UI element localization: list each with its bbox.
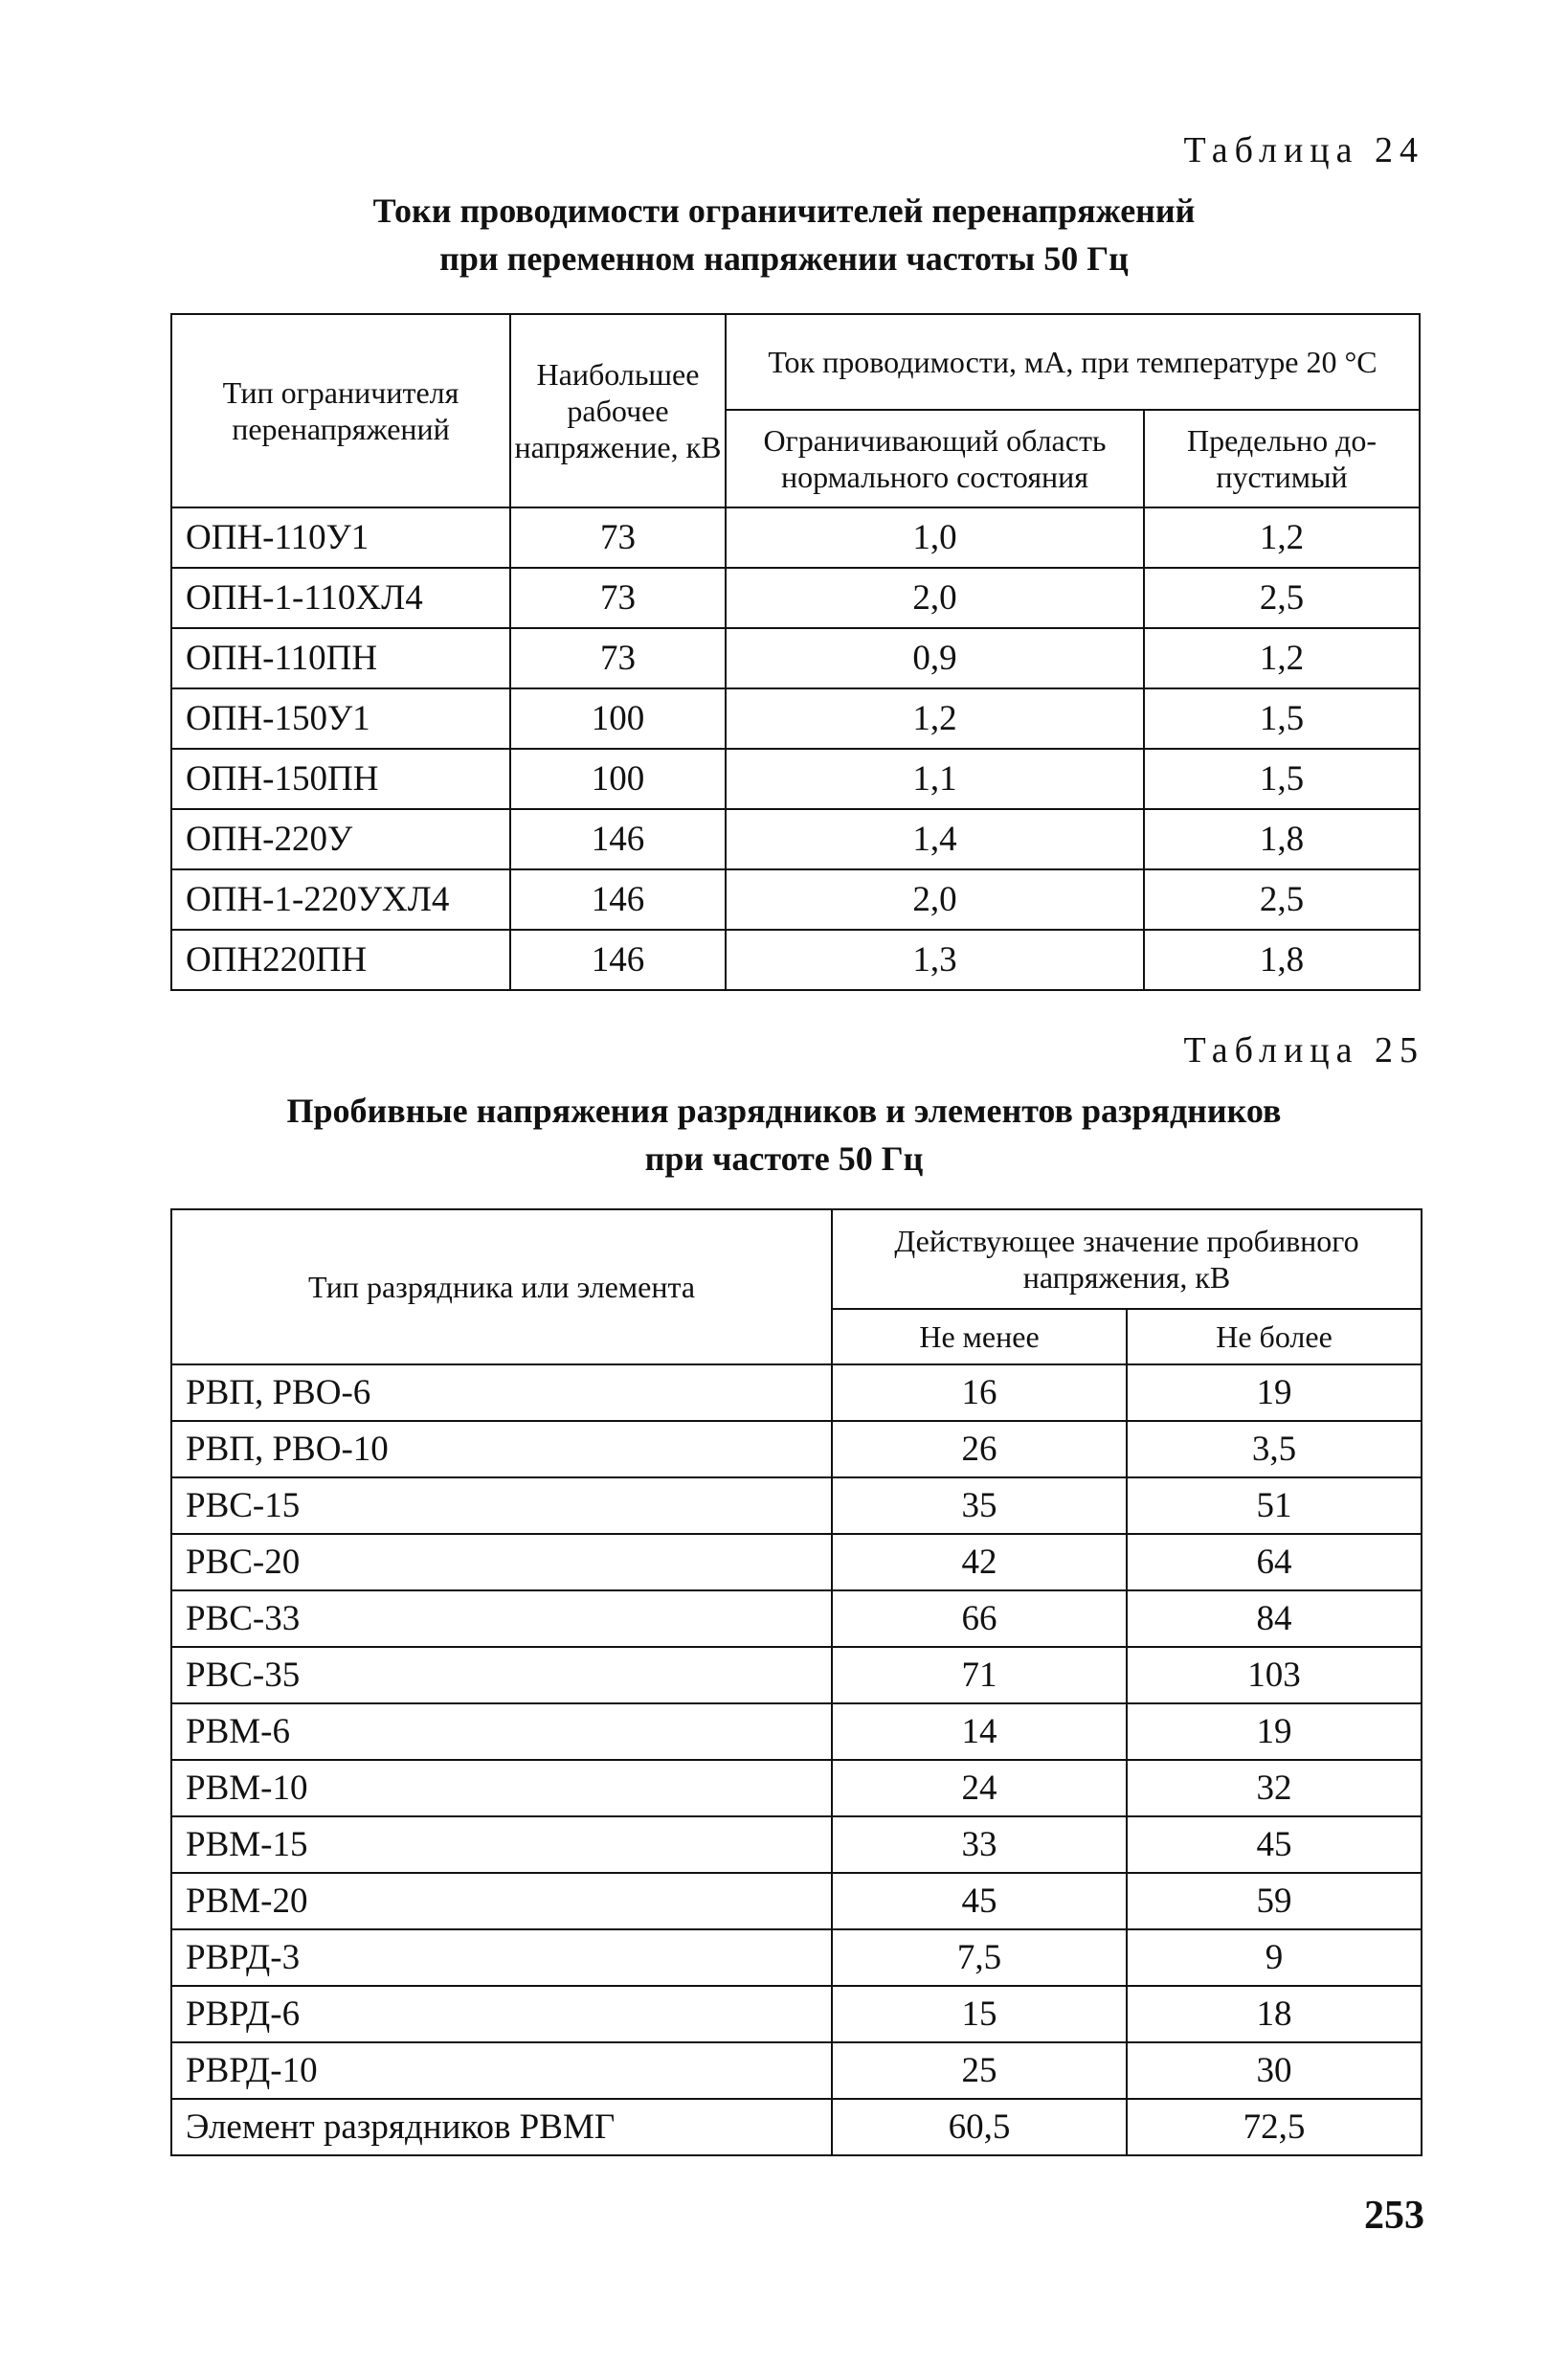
row-type-cell: ОПН-110У1 bbox=[171, 507, 510, 568]
row-type-cell: РВМ-10 bbox=[171, 1760, 832, 1816]
row-type-cell: РВМ-6 bbox=[171, 1703, 832, 1760]
table-24 bbox=[170, 313, 1421, 991]
row-value-cell: 60,5 bbox=[832, 2099, 1127, 2155]
row-value-cell: 84 bbox=[1127, 1590, 1422, 1647]
row-value-cell: 1,2 bbox=[1144, 507, 1420, 568]
header-breakdown-voltage: Действующее значение пробивного напряжения, кВ bbox=[832, 1209, 1422, 1309]
header-limiter-type: Тип ограничителя перенапряжений bbox=[171, 314, 510, 507]
header-normal-state: Ограничивающий область нормального состояния bbox=[726, 410, 1144, 507]
table-row bbox=[171, 1421, 1422, 1477]
row-value-cell: 33 bbox=[832, 1816, 1127, 1873]
row-type-cell: РВС-20 bbox=[171, 1534, 832, 1590]
header-max-allowed: Предельно до-пустимый bbox=[1144, 410, 1420, 507]
row-value-cell: 26 bbox=[832, 1421, 1127, 1477]
row-value-cell: 64 bbox=[1127, 1534, 1422, 1590]
table-24-title-line-1: Токи проводимости ограничителей перенапряжений bbox=[372, 192, 1196, 230]
table-row bbox=[171, 930, 1420, 990]
row-type-cell: РВРД-10 bbox=[171, 2042, 832, 2099]
row-value-cell: 15 bbox=[832, 1986, 1127, 2042]
table-row bbox=[171, 869, 1420, 930]
header-conduction-current: Ток проводимости, мА, при температуре 20 °С bbox=[726, 314, 1420, 410]
row-value-cell: 59 bbox=[1127, 1873, 1422, 1929]
row-value-cell: 35 bbox=[832, 1477, 1127, 1534]
row-type-cell: РВРД-3 bbox=[171, 1929, 832, 1986]
row-value-cell: 7,5 bbox=[832, 1929, 1127, 1986]
row-value-cell: 1,5 bbox=[1144, 688, 1420, 749]
table-row bbox=[171, 809, 1420, 869]
row-value-cell: 19 bbox=[1127, 1703, 1422, 1760]
header-arrester-type: Тип разрядника или элемента bbox=[171, 1209, 832, 1364]
row-value-cell: 66 bbox=[832, 1590, 1127, 1647]
row-value-cell: 146 bbox=[510, 930, 726, 990]
row-value-cell: 9 bbox=[1127, 1929, 1422, 1986]
table-row bbox=[171, 688, 1420, 749]
row-value-cell: 25 bbox=[832, 2042, 1127, 2099]
row-value-cell: 45 bbox=[832, 1873, 1127, 1929]
row-value-cell: 1,8 bbox=[1144, 930, 1420, 990]
row-value-cell: 14 bbox=[832, 1703, 1127, 1760]
row-type-cell: ОПН-150У1 bbox=[171, 688, 510, 749]
header-not-less: Не менее bbox=[832, 1309, 1127, 1364]
table-row bbox=[171, 1590, 1422, 1647]
row-value-cell: 72,5 bbox=[1127, 2099, 1422, 2155]
row-value-cell: 18 bbox=[1127, 1986, 1422, 2042]
header-not-more: Не более bbox=[1127, 1309, 1422, 1364]
row-value-cell: 16 bbox=[832, 1364, 1127, 1421]
row-value-cell: 1,2 bbox=[1144, 628, 1420, 688]
row-value-cell: 103 bbox=[1127, 1647, 1422, 1703]
table-row bbox=[171, 1647, 1422, 1703]
row-type-cell: РВС-35 bbox=[171, 1647, 832, 1703]
row-value-cell: 2,5 bbox=[1144, 869, 1420, 930]
table-row bbox=[171, 749, 1420, 809]
table-row bbox=[171, 1534, 1422, 1590]
row-type-cell: ОПН-150ПН bbox=[171, 749, 510, 809]
row-type-cell: РВМ-20 bbox=[171, 1873, 832, 1929]
row-value-cell: 73 bbox=[510, 507, 726, 568]
table-row bbox=[171, 1929, 1422, 1986]
table-row bbox=[171, 1364, 1422, 1421]
row-type-cell: ОПН-220У bbox=[171, 809, 510, 869]
table-24-title-line-2: при переменном напряжении частоты 50 Гц bbox=[439, 239, 1129, 278]
row-value-cell: 2,5 bbox=[1144, 568, 1420, 628]
row-value-cell: 146 bbox=[510, 809, 726, 869]
row-value-cell: 100 bbox=[510, 688, 726, 749]
row-value-cell: 24 bbox=[832, 1760, 1127, 1816]
row-value-cell: 1,8 bbox=[1144, 809, 1420, 869]
table-24-caption: Таблица 24 bbox=[1183, 130, 1424, 170]
row-value-cell: 19 bbox=[1127, 1364, 1422, 1421]
table-row bbox=[171, 507, 1420, 568]
row-value-cell: 32 bbox=[1127, 1760, 1422, 1816]
row-value-cell: 1,3 bbox=[726, 930, 1144, 990]
table-row bbox=[171, 2042, 1422, 2099]
row-value-cell: 3,5 bbox=[1127, 1421, 1422, 1477]
table-row bbox=[171, 568, 1420, 628]
row-value-cell: 51 bbox=[1127, 1477, 1422, 1534]
table-25-title-line-2: при частоте 50 Гц bbox=[644, 1139, 924, 1178]
table-25 bbox=[170, 1208, 1422, 2156]
row-value-cell: 1,0 bbox=[726, 507, 1144, 568]
row-type-cell: ОПН-1-220УХЛ4 bbox=[171, 869, 510, 930]
row-type-cell: Элемент разрядников РВМГ bbox=[171, 2099, 832, 2155]
row-type-cell: РВМ-15 bbox=[171, 1816, 832, 1873]
header-max-voltage: Наибольшее рабочее напряжение, кВ bbox=[510, 314, 726, 507]
table-row bbox=[171, 1760, 1422, 1816]
row-type-cell: РВРД-6 bbox=[171, 1986, 832, 2042]
row-value-cell: 1,1 bbox=[726, 749, 1144, 809]
row-value-cell: 1,4 bbox=[726, 809, 1144, 869]
table-row bbox=[171, 2099, 1422, 2155]
row-value-cell: 1,5 bbox=[1144, 749, 1420, 809]
table-row bbox=[171, 1873, 1422, 1929]
row-value-cell: 2,0 bbox=[726, 568, 1144, 628]
row-value-cell: 73 bbox=[510, 628, 726, 688]
table-row bbox=[171, 1477, 1422, 1534]
row-value-cell: 1,2 bbox=[726, 688, 1144, 749]
row-value-cell: 45 bbox=[1127, 1816, 1422, 1873]
row-value-cell: 42 bbox=[832, 1534, 1127, 1590]
row-type-cell: РВП, РВО-6 bbox=[171, 1364, 832, 1421]
table-row bbox=[171, 628, 1420, 688]
row-type-cell: РВС-15 bbox=[171, 1477, 832, 1534]
table-row bbox=[171, 1986, 1422, 2042]
table-25-caption: Таблица 25 bbox=[1183, 1030, 1424, 1070]
row-type-cell: РВС-33 bbox=[171, 1590, 832, 1647]
row-value-cell: 2,0 bbox=[726, 869, 1144, 930]
row-type-cell: ОПН220ПН bbox=[171, 930, 510, 990]
row-type-cell: ОПН-1-110ХЛ4 bbox=[171, 568, 510, 628]
row-value-cell: 146 bbox=[510, 869, 726, 930]
row-value-cell: 0,9 bbox=[726, 628, 1144, 688]
row-value-cell: 30 bbox=[1127, 2042, 1422, 2099]
row-value-cell: 71 bbox=[832, 1647, 1127, 1703]
table-row bbox=[171, 1703, 1422, 1760]
page-number: 253 bbox=[1364, 2194, 1424, 2238]
table-25-title-line-1: Пробивные напряжения разрядников и элементов разрядников bbox=[286, 1092, 1282, 1130]
table-row bbox=[171, 1816, 1422, 1873]
row-type-cell: ОПН-110ПН bbox=[171, 628, 510, 688]
row-value-cell: 73 bbox=[510, 568, 726, 628]
row-type-cell: РВП, РВО-10 bbox=[171, 1421, 832, 1477]
row-value-cell: 100 bbox=[510, 749, 726, 809]
